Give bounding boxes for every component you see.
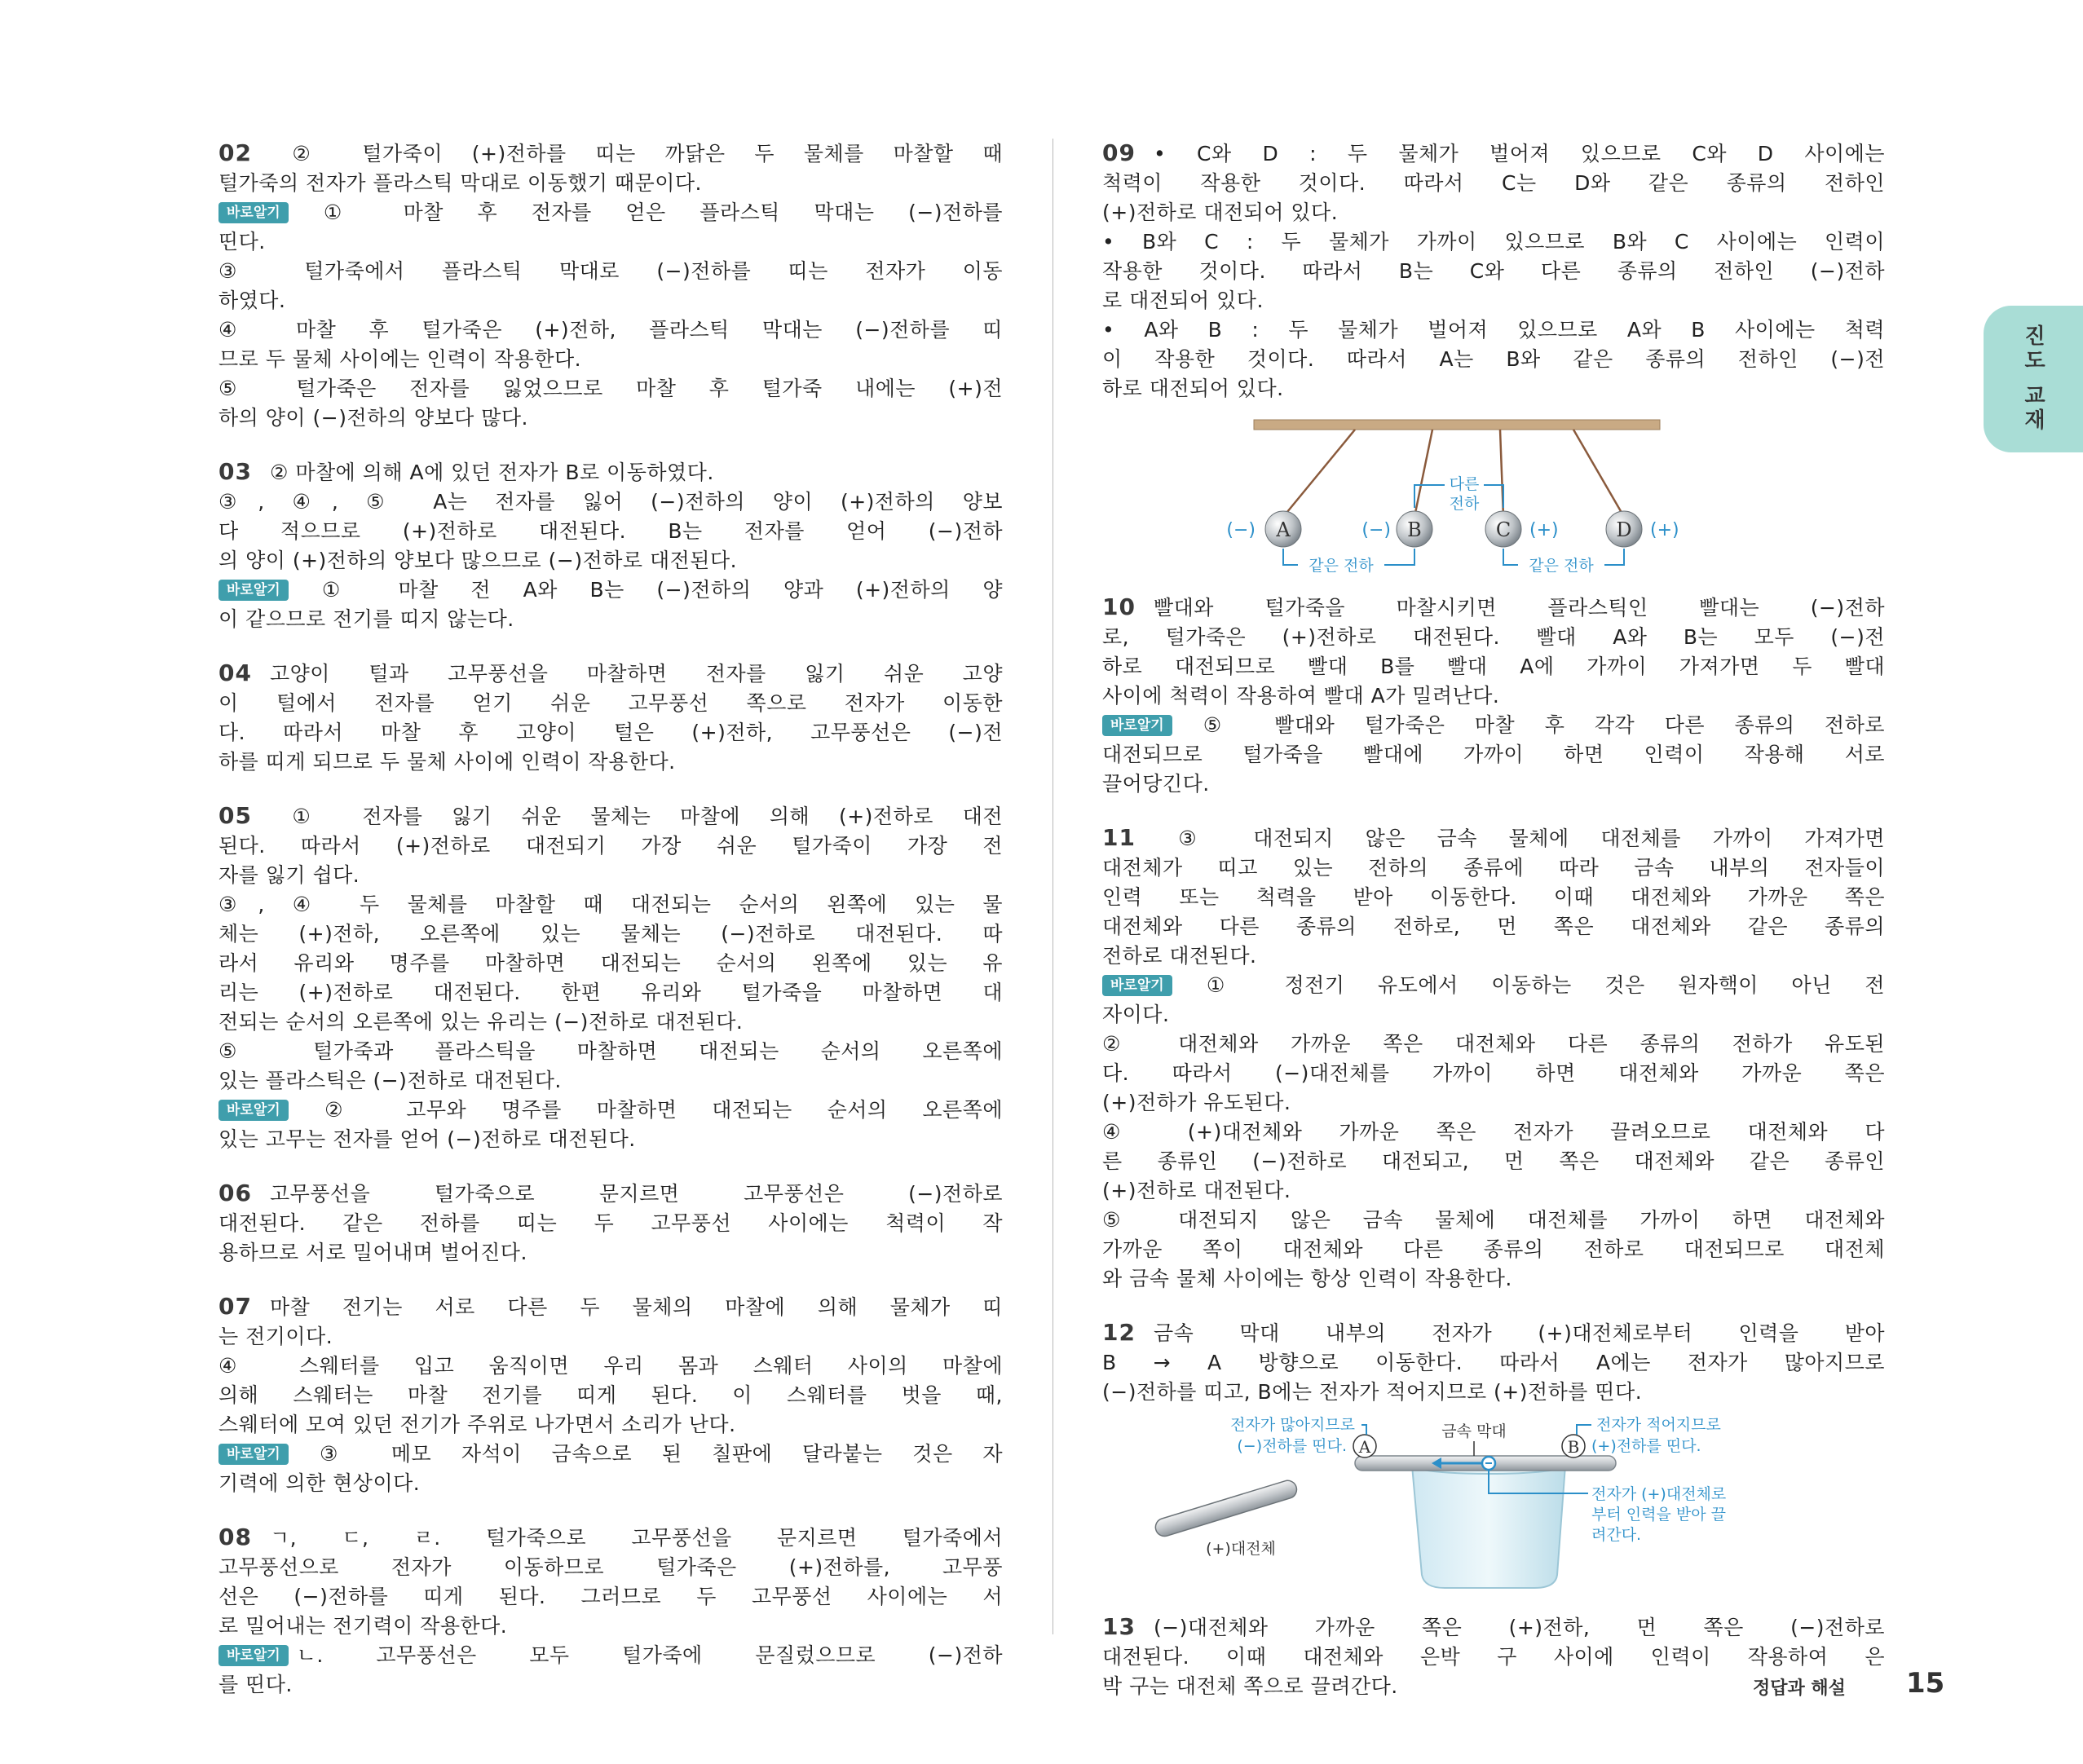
answer-line	[218, 1410, 1003, 1440]
answer-text: 있는 고무는 전자를 얻어 (−)전하로 대전된다.	[218, 1127, 636, 1151]
answer-text: 전하로 대전된다.	[1102, 944, 1257, 968]
answer-02	[218, 139, 1003, 433]
answer-text: ① 전자를 잃기 쉬운 물체는 마찰에 의해 (+)전하로 대전	[269, 805, 1003, 828]
answer-line	[218, 1179, 1003, 1209]
answer-line	[218, 605, 1003, 634]
answer-line	[1102, 345, 1885, 374]
ball-b-label: B	[1407, 518, 1422, 541]
answer-text: 의 양이 (+)전하의 양보다 많으므로 (−)전하로 대전된다.	[218, 549, 738, 572]
answer-text: 이 같으므로 전기를 띠지 않는다.	[218, 607, 514, 631]
answer-06	[218, 1179, 1003, 1268]
answer-line	[1102, 1318, 1885, 1348]
answer-text: 대전체가 띠고 있는 전하의 종류에 따라 금속 내부의 전자들이	[1102, 856, 1885, 880]
answer-text: ④ (+)대전체와 가까운 쪽은 전자가 끌려오므로 대전체와 다	[1102, 1120, 1885, 1144]
answer-line	[218, 1582, 1003, 1612]
answer-text: 대전된다. 이때 대전체와 은박 구 사이에 인력이 작용하여 은	[1102, 1645, 1885, 1669]
answer-line	[1102, 942, 1885, 971]
answer-text: (+)전하가 유도된다.	[1102, 1091, 1291, 1114]
answer-text: 고무풍선을 털가죽으로 문지르면 고무풍선은 (−)전하로	[269, 1182, 1003, 1206]
answer-text: ㄱ, ㄷ, ㄹ. 털가죽으로 고무풍선을 문지르면 털가죽에서	[269, 1526, 1003, 1550]
answer-text: ④ 마찰 후 털가죽은 (+)전하, 플라스틱 막대는 (−)전하를 띠	[218, 318, 1003, 342]
answer-text: ③, ④, ⑤ A는 전자를 잃어 (−)전하의 양이 (+)전하의 양보	[218, 490, 1003, 514]
answer-line	[1102, 1118, 1885, 1147]
answer-text: (−)대전체와 가까운 쪽은 (+)전하, 먼 쪽은 (−)전하로	[1153, 1616, 1885, 1639]
left-note-1: 전자가 많아지므로	[1230, 1416, 1355, 1434]
answer-line	[218, 861, 1003, 890]
answer-line	[218, 1238, 1003, 1268]
answer-text: ③, ④ 두 물체를 마찰할 때 대전되는 순서의 왼쪽에 있는 물	[218, 893, 1003, 916]
answer-text: ⑤ 대전되지 않은 금속 물체에 대전체를 가까이 하면 대전체와	[1102, 1208, 1885, 1232]
answer-line	[218, 978, 1003, 1008]
answer-text: (+)전하로 대전되어 있다.	[1102, 201, 1339, 224]
answer-text: 하였다.	[218, 289, 286, 312]
correction-badge: 바로알기	[218, 580, 289, 601]
answer-line	[218, 1469, 1003, 1498]
answer-text: 리는 (+)전하로 대전된다. 한편 유리와 털가죽을 마찰하면 대	[218, 981, 1003, 1004]
question-number: 02	[218, 139, 252, 166]
answer-line	[1102, 740, 1885, 770]
answer-text: 박 구는 대전체 쪽으로 끌려간다.	[1102, 1674, 1398, 1698]
question-number: 03	[218, 458, 252, 485]
answer-line	[218, 546, 1003, 576]
answer-line	[1102, 912, 1885, 942]
answer-text: 와 금속 물체 사이에는 항상 인력이 작용한다.	[1102, 1267, 1512, 1290]
string-b	[1414, 430, 1432, 517]
answer-text: ② 고무와 명주를 마찰하면 대전되는 순서의 오른쪽에	[296, 1098, 1003, 1122]
answer-text: ⑤ 털가죽은 전자를 잃었으므로 마찰 후 털가죽 내에는 (+)전	[218, 377, 1003, 400]
answer-11	[1102, 823, 1885, 1294]
answer-line	[1102, 286, 1885, 315]
answer-text: 대전되므로 털가죽을 빨대에 가까이 하면 인력이 작용해 서로	[1102, 743, 1885, 766]
rod-diagram	[1102, 1415, 1885, 1594]
question-number: 05	[218, 802, 252, 829]
electron-note-1: 전자가 (+)대전체로	[1591, 1485, 1727, 1503]
answer-line	[218, 1670, 1003, 1700]
answer-text: 금속 막대 내부의 전자가 (+)대전체로부터 인력을 받아	[1153, 1321, 1885, 1345]
answer-text: 하로 대전되므로 빨대 B를 빨대 A에 가까이 가져가면 두 빨대	[1102, 655, 1885, 678]
correction-badge: 바로알기	[1102, 975, 1172, 996]
answer-line	[1102, 1643, 1885, 1672]
answer-line	[218, 718, 1003, 747]
answer-text: ④ 스웨터를 입고 움직이면 우리 몸과 스웨터 사이의 마찰에	[218, 1354, 1003, 1378]
string-a	[1283, 430, 1355, 517]
answer-line	[1102, 971, 1885, 1000]
answer-text: 대전체와 다른 종류의 전하로, 먼 쪽은 대전체와 같은 종류의	[1102, 915, 1885, 938]
question-number: 08	[218, 1524, 252, 1550]
question-number: 10	[1102, 593, 1136, 620]
answer-line	[218, 1612, 1003, 1641]
answer-line	[1102, 227, 1885, 257]
answer-text: 이 털에서 전자를 얻기 쉬운 고무풍선 쪽으로 전자가 이동한	[218, 691, 1003, 715]
label-same-ab: 같은 전하	[1308, 557, 1374, 575]
answer-text: ③ 대전되지 않은 금속 물체에 대전체를 가까이 가져가면	[1153, 827, 1885, 850]
question-number: 11	[1102, 824, 1136, 851]
answer-text: 된다. 따라서 (+)전하로 대전되기 가장 쉬운 털가죽이 가장 전	[218, 834, 1003, 858]
left-column	[218, 139, 1003, 1724]
answer-text: 이 작용한 것이다. 따라서 A는 B와 같은 종류의 전하인 (−)전	[1102, 347, 1885, 371]
answer-text: 자이다.	[1102, 1003, 1170, 1026]
answer-line	[1102, 623, 1885, 652]
right-note-1: 전자가 적어지므로	[1596, 1416, 1721, 1434]
answer-text: 끌어당긴다.	[1102, 772, 1210, 796]
answer-text: 체는 (+)전하, 오른쪽에 있는 물체는 (−)전하로 대전된다. 따	[218, 922, 1003, 946]
answer-text: 작용한 것이다. 따라서 B는 C와 다른 종류의 전하인 (−)전하	[1102, 259, 1885, 283]
answer-text: ③ 메모 자석이 금속으로 된 칠판에 달라붙는 것은 자	[296, 1442, 1003, 1466]
answer-line	[218, 1292, 1003, 1322]
answer-text: 전되는 순서의 오른쪽에 있는 유리는 (−)전하로 대전된다.	[218, 1010, 744, 1034]
answer-line	[1102, 1059, 1885, 1088]
answer-line	[218, 1066, 1003, 1096]
correction-badge: 바로알기	[218, 202, 289, 223]
answer-line	[218, 576, 1003, 605]
question-number: 13	[1102, 1613, 1136, 1640]
answer-line	[1102, 198, 1885, 227]
answer-line	[1102, 652, 1885, 681]
answer-line	[1102, 681, 1885, 711]
support-bar	[1254, 420, 1660, 430]
answer-text: 하를 띠게 되므로 두 물체 사이에 인력이 작용한다.	[218, 750, 676, 774]
answer-line	[1102, 711, 1885, 740]
footer-label: 정답과 해설	[1753, 1678, 1846, 1699]
answer-line	[1102, 1612, 1885, 1643]
answer-text: 마찰 전기는 서로 다른 두 물체의 마찰에 의해 물체가 띠	[269, 1295, 1003, 1319]
ball-a-label: A	[1276, 518, 1291, 541]
question-number: 12	[1102, 1319, 1136, 1346]
answer-text: ① 마찰 전 A와 B는 (−)전하의 양과 (+)전하의 양	[296, 578, 1003, 602]
answer-text: 용하므로 서로 밀어내며 벌어진다.	[218, 1241, 527, 1264]
answer-text: 다. 따라서 (−)대전체를 가까이 하면 대전체와 가까운 쪽은	[1102, 1061, 1885, 1085]
label-same-cd: 같은 전하	[1529, 557, 1594, 575]
answer-line	[218, 404, 1003, 433]
answer-line	[218, 1523, 1003, 1553]
answer-line	[1102, 257, 1885, 286]
right-column	[1102, 139, 1885, 1726]
answer-text: 선은 (−)전하를 띠게 된다. 그러므로 두 고무풍선 사이에는 서	[218, 1585, 1003, 1608]
answer-03	[218, 457, 1003, 634]
answer-text: ② 털가죽이 (+)전하를 띠는 까닭은 두 물체를 마찰할 때	[269, 142, 1003, 165]
answer-line	[1102, 315, 1885, 345]
answer-text: 하의 양이 (−)전하의 양보다 많다.	[218, 406, 528, 430]
answer-text: 사이에 척력이 작용하여 빨대 A가 밀려난다.	[1102, 684, 1500, 708]
answer-text: ① 마찰 후 전자를 얻은 플라스틱 막대는 (−)전하를	[296, 201, 1003, 224]
label-different-1: 다른	[1449, 475, 1480, 493]
electron-note-2: 부터 인력을 받아 끌	[1591, 1506, 1726, 1524]
end-b-label: B	[1567, 1437, 1580, 1457]
answer-line	[218, 1096, 1003, 1125]
answer-text: ⑤ 빨대와 털가죽은 마찰 후 각각 다른 종류의 전하로	[1180, 713, 1885, 737]
string-d	[1573, 430, 1624, 517]
answer-text: (−)전하를 띠고, B에는 전자가 적어지므로 (+)전하를 띤다.	[1102, 1380, 1643, 1404]
answer-text: ② 대전체와 가까운 쪽은 대전체와 다른 종류의 전하가 유도된	[1102, 1032, 1885, 1056]
answer-text: 털가죽의 전자가 플라스틱 막대로 이동했기 때문이다.	[218, 171, 702, 195]
correction-badge: 바로알기	[218, 1645, 289, 1666]
question-number: 06	[218, 1180, 252, 1206]
answer-text: 의해 스웨터는 마찰 전기를 띠게 된다. 이 스웨터를 벗을 때,	[218, 1383, 1003, 1407]
correction-badge: 바로알기	[218, 1444, 289, 1465]
answer-line	[218, 227, 1003, 257]
answer-line	[218, 1322, 1003, 1352]
answer-line	[218, 1209, 1003, 1238]
answer-text: 고무풍선으로 전자가 이동하므로 털가죽은 (+)전하를, 고무풍	[218, 1555, 1003, 1579]
answer-line	[218, 139, 1003, 169]
answer-10	[1102, 593, 1885, 799]
answer-line	[218, 831, 1003, 861]
answer-line	[1102, 1378, 1885, 1407]
answer-line	[218, 315, 1003, 345]
answer-text: 스웨터에 모여 있던 전기가 주위로 나가면서 소리가 난다.	[218, 1413, 736, 1436]
answer-line	[218, 1381, 1003, 1410]
answer-04	[218, 659, 1003, 777]
answer-line	[218, 457, 1003, 487]
charged-rod	[1154, 1479, 1300, 1539]
answer-line	[1102, 823, 1885, 853]
answer-text: 다 적으므로 (+)전하로 대전된다. B는 전자를 얻어 (−)전하	[218, 519, 1003, 543]
answer-text: 로 밀어내는 전기력이 작용한다.	[218, 1614, 508, 1638]
answer-text: 빨대와 털가죽을 마찰시키면 플라스틱인 빨대는 (−)전하	[1153, 596, 1885, 620]
answer-line	[1102, 1000, 1885, 1030]
side-tab	[1984, 306, 2083, 452]
answer-07	[218, 1292, 1003, 1498]
answer-line	[1102, 1264, 1885, 1294]
answer-text: • B와 C : 두 물체가 가까이 있으므로 B와 C 사이에는 인력이	[1102, 230, 1885, 254]
answer-line	[218, 517, 1003, 546]
charged-rod-label: (+)대전체	[1206, 1540, 1276, 1558]
answer-text: 하로 대전되어 있다.	[1102, 377, 1284, 400]
answer-line	[218, 659, 1003, 689]
rod-label: 금속 막대	[1441, 1422, 1507, 1440]
answer-text: ② 마찰에 의해 A에 있던 전자가 B로 이동하였다.	[269, 461, 714, 484]
charge-c: (+)	[1529, 520, 1559, 540]
charge-d: (+)	[1650, 520, 1679, 540]
answer-line	[218, 169, 1003, 198]
answer-line	[218, 286, 1003, 315]
correction-badge: 바로알기	[218, 1100, 289, 1121]
answer-text: 인력 또는 척력을 받아 이동한다. 이때 대전체와 가까운 쪽은	[1102, 885, 1885, 909]
answer-line	[1102, 883, 1885, 912]
answer-line	[218, 1641, 1003, 1670]
answer-line	[218, 1037, 1003, 1066]
answer-text: • C와 D : 두 물체가 벌어져 있으므로 C와 D 사이에는	[1153, 142, 1885, 165]
answer-line	[218, 1440, 1003, 1469]
answer-line	[1102, 1030, 1885, 1059]
left-note-2: (−)전하를 띤다.	[1237, 1437, 1347, 1455]
answer-line	[1102, 1206, 1885, 1235]
answer-text: 른 종류인 (−)전하로 대전되고, 먼 쪽은 대전체와 같은 종류인	[1102, 1149, 1885, 1173]
answer-text: 를 띤다.	[218, 1673, 293, 1696]
answer-text: • A와 B : 두 물체가 벌어져 있으므로 A와 B 사이에는 척력	[1102, 318, 1885, 342]
answer-line	[1102, 169, 1885, 198]
answer-text: 가까운 쪽이 대전체와 다른 종류의 전하로 대전되므로 대전체	[1102, 1237, 1885, 1261]
answer-line	[218, 949, 1003, 978]
answer-line	[1102, 1088, 1885, 1118]
answer-line	[218, 257, 1003, 286]
correction-badge: 바로알기	[1102, 715, 1172, 736]
pendulum-diagram	[1102, 415, 1885, 578]
charge-a: (−)	[1226, 520, 1256, 540]
answer-line	[1102, 1235, 1885, 1264]
answer-line	[218, 374, 1003, 404]
answer-text: ① 정전기 유도에서 이동하는 것은 원자핵이 아닌 전	[1180, 973, 1885, 997]
end-a-label: A	[1358, 1437, 1371, 1457]
answer-text: ㄴ. 고무풍선은 모두 털가죽에 문질렀으므로 (−)전하	[296, 1643, 1003, 1667]
answer-text: 기력에 의한 현상이다.	[218, 1471, 421, 1495]
answer-text: (+)전하로 대전된다.	[1102, 1179, 1291, 1202]
answer-09	[1102, 139, 1885, 404]
side-tab-label: 진도 교재	[2020, 324, 2045, 434]
answer-text: 대전된다. 같은 전하를 띠는 두 고무풍선 사이에는 척력이 작	[218, 1211, 1003, 1235]
answer-08	[218, 1523, 1003, 1700]
answer-line	[218, 919, 1003, 949]
answer-line	[1102, 1176, 1885, 1206]
answer-line	[1102, 374, 1885, 404]
answer-line	[218, 801, 1003, 831]
answer-12	[1102, 1318, 1885, 1407]
answer-line	[218, 487, 1003, 517]
answer-text: 라서 유리와 명주를 마찰하면 대전되는 순서의 왼쪽에 있는 유	[218, 951, 1003, 975]
answer-line	[218, 1125, 1003, 1154]
answer-line	[218, 747, 1003, 777]
answer-text: 므로 두 물체 사이에는 인력이 작용한다.	[218, 347, 582, 371]
label-different-2: 전하	[1449, 495, 1480, 513]
answer-line	[218, 198, 1003, 227]
answer-05	[218, 801, 1003, 1154]
answer-line	[1102, 853, 1885, 883]
charge-b: (−)	[1361, 520, 1391, 540]
answer-line	[1102, 593, 1885, 623]
answer-text: 띤다.	[218, 230, 266, 254]
answer-line	[218, 1553, 1003, 1582]
answer-line	[1102, 1348, 1885, 1378]
answer-text: 로 대전되어 있다.	[1102, 289, 1264, 312]
page-number: 15	[1906, 1667, 1945, 1700]
right-note-2: (+)전하를 띤다.	[1591, 1437, 1701, 1455]
answer-text: 다. 따라서 마찰 후 고양이 털은 (+)전하, 고무풍선은 (−)전	[218, 721, 1003, 744]
answer-line	[218, 1008, 1003, 1037]
question-number: 07	[218, 1293, 252, 1320]
answer-text: 척력이 작용한 것이다. 따라서 C는 D와 같은 종류의 전하인	[1102, 171, 1885, 195]
question-number: 04	[218, 659, 252, 686]
answer-text: ⑤ 털가죽과 플라스틱을 마찰하면 대전되는 순서의 오른쪽에	[218, 1039, 1003, 1063]
answer-line	[218, 345, 1003, 374]
answer-line	[218, 689, 1003, 718]
answer-line	[218, 1352, 1003, 1381]
answer-text: 자를 잃기 쉽다.	[218, 863, 360, 887]
answer-text: 는 전기이다.	[218, 1325, 333, 1348]
ball-d-label: D	[1616, 518, 1632, 541]
answer-text: 있는 플라스틱은 (−)전하로 대전된다.	[218, 1069, 562, 1092]
answer-text: B → A 방향으로 이동한다. 따라서 A에는 전자가 많아지므로	[1102, 1351, 1885, 1374]
answer-text: ③ 털가죽에서 플라스틱 막대로 (−)전하를 띠는 전자가 이동	[218, 259, 1003, 283]
ball-c-label: C	[1495, 518, 1511, 541]
answer-line	[218, 890, 1003, 919]
answer-line	[1102, 770, 1885, 799]
electron-note-3: 려간다.	[1591, 1526, 1642, 1544]
answer-line	[1102, 1147, 1885, 1176]
answer-text: 로, 털가죽은 (+)전하로 대전된다. 빨대 A와 B는 모두 (−)전	[1102, 625, 1885, 649]
question-number: 09	[1102, 139, 1136, 166]
answer-line	[1102, 139, 1885, 169]
answer-text: 고양이 털과 고무풍선을 마찰하면 전자를 잃기 쉬운 고양	[269, 662, 1003, 686]
